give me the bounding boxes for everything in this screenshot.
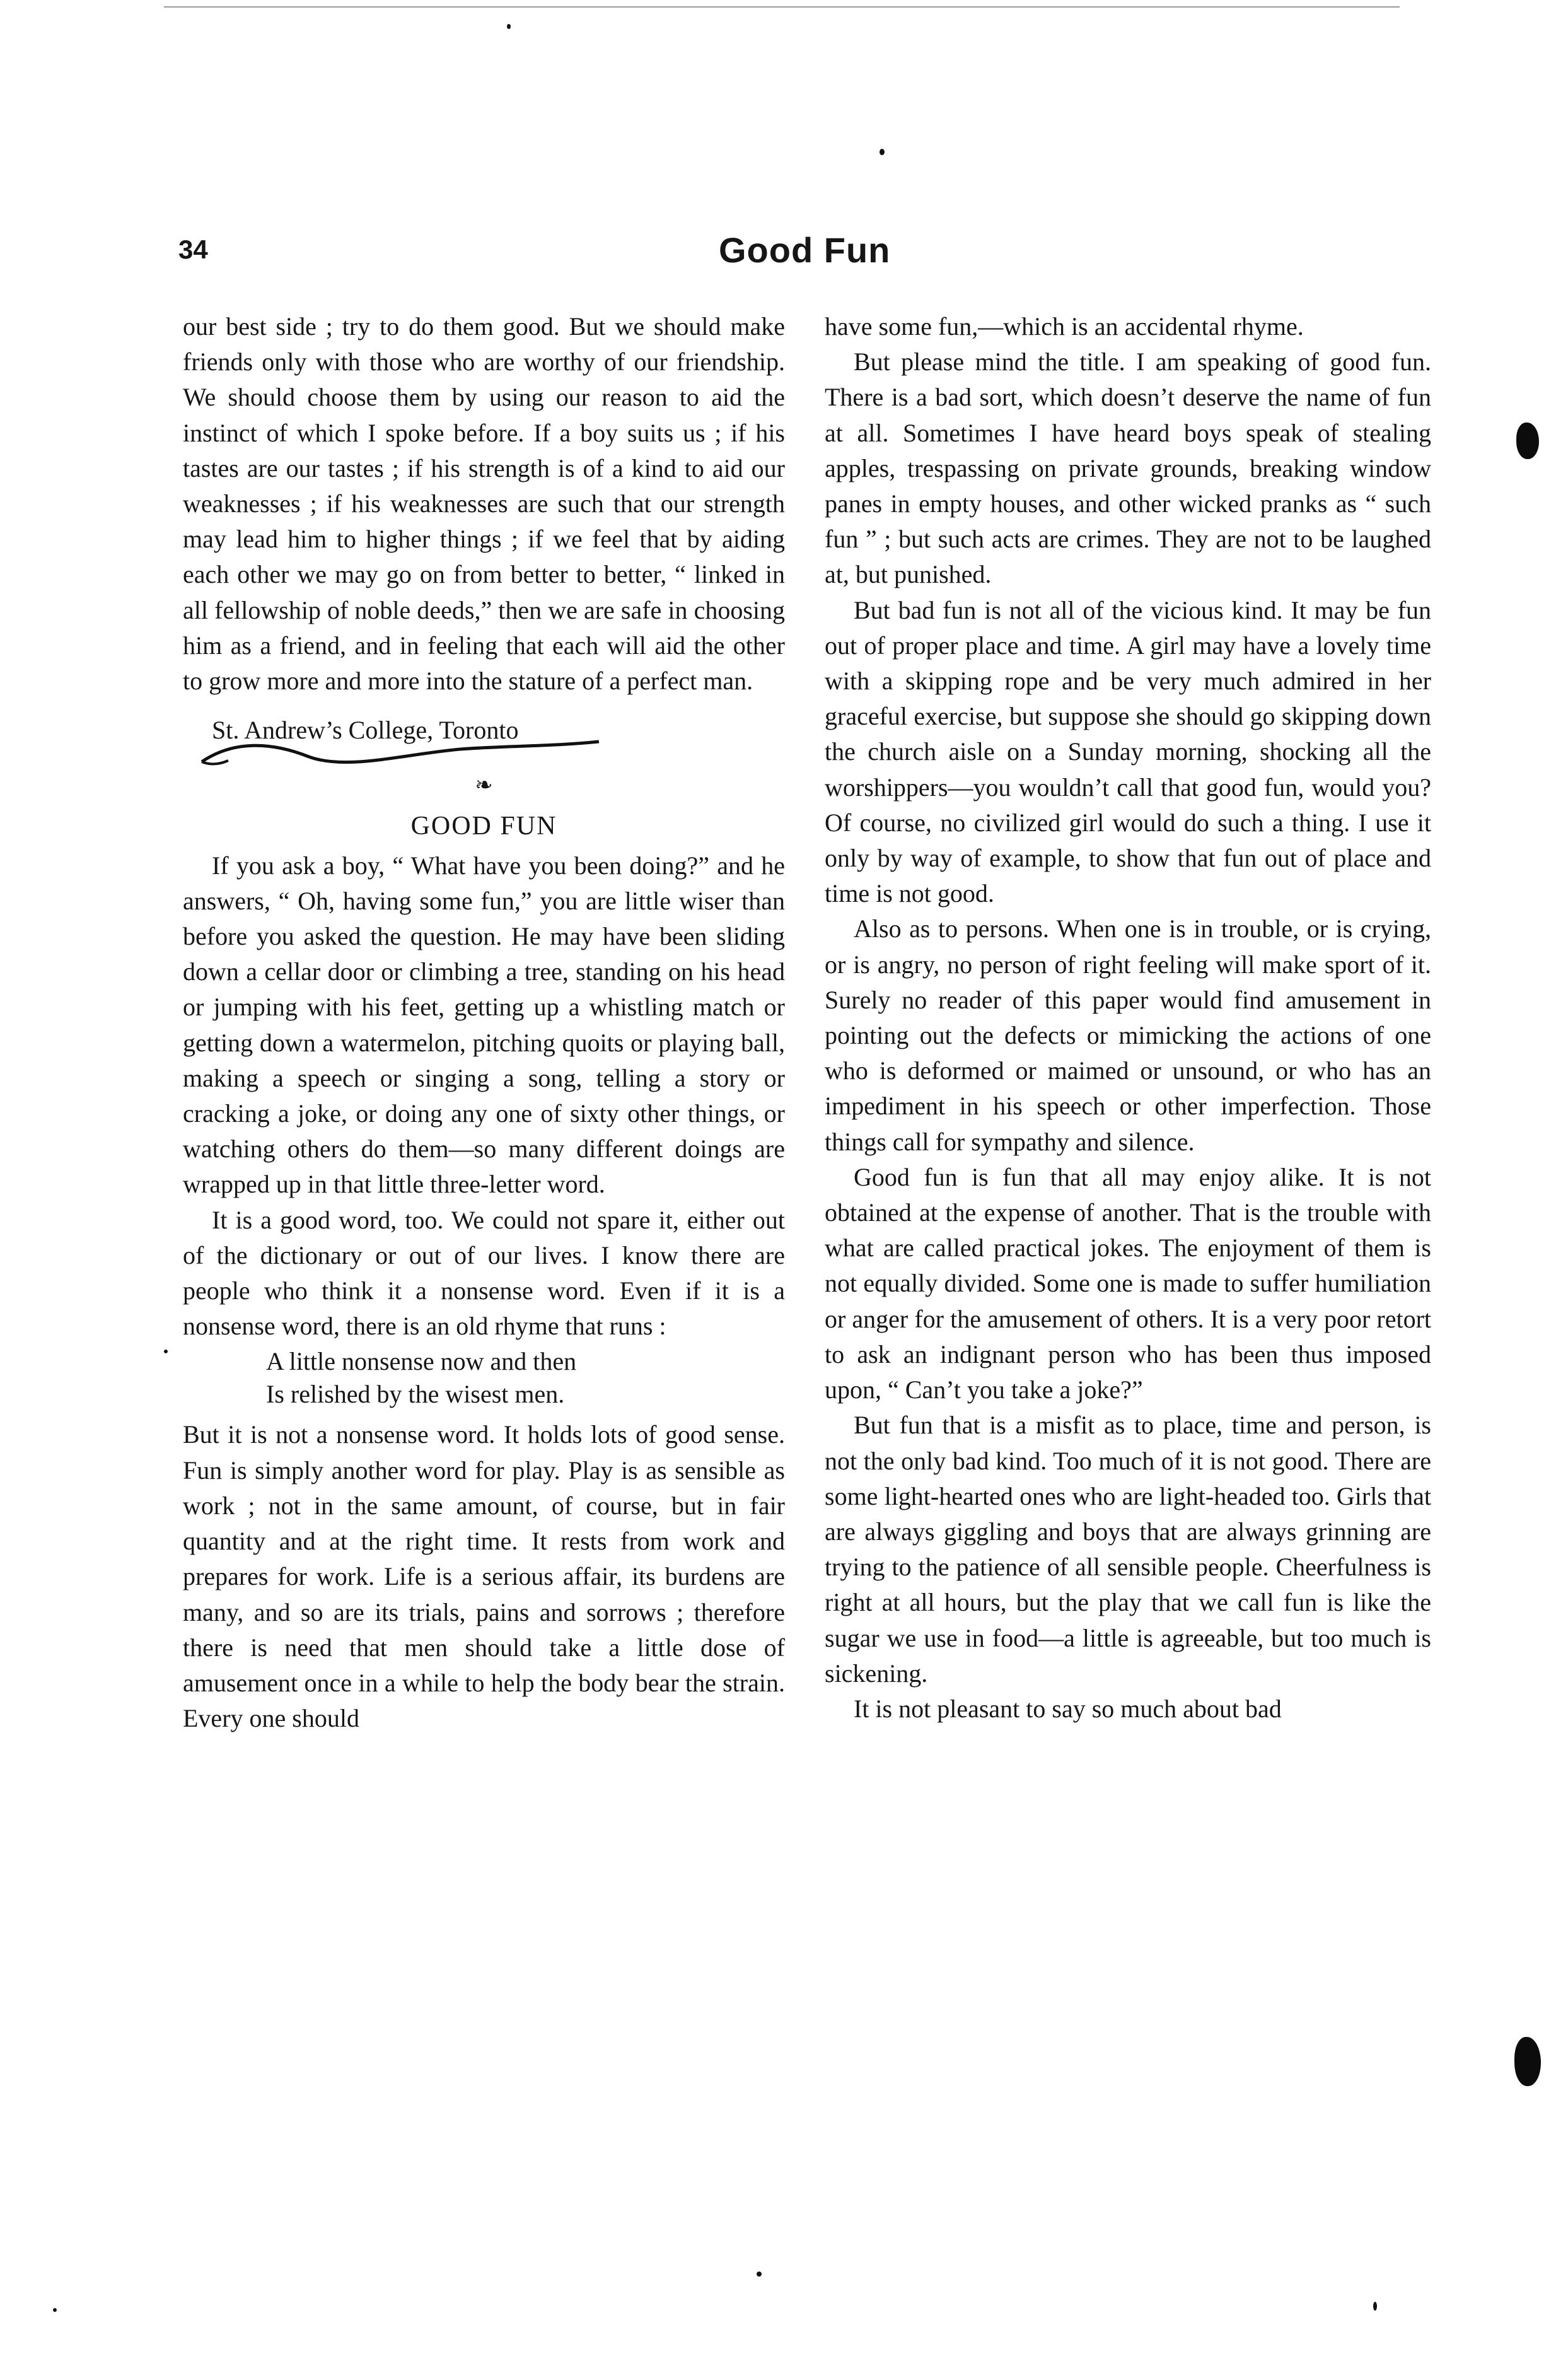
paragraph: But bad fun is not all of the vicious kind. It may be fun out of proper place and time. A girl may have a lovely time with a skipping rope and be very much admired in her graceful exercise, but suppose she should go skipping down the church aisle on a Sunday morning, shocking all the worshippers—you wouldn’t call that good fun, would you? Of course, no civilized girl would do such a thing. I use it only by way of example, to show that fun out of place and time is not good.	[825, 595, 1431, 908]
verse	[183, 1345, 785, 1411]
paragraph: If you ask a boy, “ What have you been doing?” and he answers, “ Oh, having some fun,” you are little wiser than before you asked the question. He may have been sliding down a cellar door or climbing a tree, standing on his head or jumping with his feet, getting up a whistling match or getting down a watermelon, pitching quoits or playing ball, making a speech or singing a song, telling a story or cracking a joke, or doing any one of sixty other things, or watching others do them—so many different doings are wrapped up in that little three-letter word.	[183, 851, 785, 1199]
paragraph: our best side ; try to do them good. But we should make friends only with those who are worthy of our friendship. We should choose them by using our reason to aid the instinct of which I spoke before. If a boy suits us ; if his tastes are our tastes ; if his strength is of a kind to aid our weaknesses ; if his weaknesses are such that our strength may lead him to higher things ; if we feel that by aiding each other we may go on from better to better, “ linked in all fellowship of noble deeds,” then we are safe in choosing him as a friend, and in feeling that each will aid the other to grow more and more into the stature of a perfect man.	[183, 312, 785, 696]
signature-block	[183, 713, 785, 757]
ink-speck	[164, 1350, 168, 1353]
right-column	[825, 309, 1431, 1727]
paragraph: have some fun,—which is an accidental rhyme.	[825, 312, 1304, 341]
page-number: 34	[178, 235, 208, 264]
ink-blot	[1514, 2037, 1541, 2086]
ink-speck	[507, 24, 511, 29]
paragraph: But it is not a nonsense word. It holds lots of good sense. Fun is simply another word for play. Play is as sensible as work ; not in the same amount, of course, but in fair quantity and at the right time. It rests from work and prepares for work. Life is a serious affair, its burdens are many, and so are its trials, pains and sorrows ; therefore there is need that men should take a little dose of amusement once in a while to help the body bear the strain. Every one should	[183, 1420, 785, 1733]
signature-text: St. Andrew’s College, Toronto	[212, 716, 519, 745]
paragraph: It is a good word, too. We could not spare it, either out of the dictionary or out of our lives. I know there are people who think it a nonsense word. Even if it is a nonsense word, there is an old rhyme that runs :	[183, 1205, 785, 1341]
verse-line: A little nonsense now and then	[266, 1347, 577, 1376]
ink-speck	[1373, 2302, 1377, 2311]
ink-blot	[1516, 423, 1539, 459]
running-title: Good Fun	[719, 230, 891, 270]
article-heading: GOOD FUN	[410, 812, 557, 841]
ink-speck	[53, 2308, 57, 2312]
paragraph: It is not pleasant to say so much about bad	[854, 1694, 1282, 1723]
ink-speck	[757, 2272, 762, 2277]
ink-speck	[880, 149, 885, 155]
verse-line: Is relished by the wisest men.	[266, 1380, 565, 1409]
paragraph: But please mind the title. I am speaking of good fun. There is a bad sort, which doesn’t deserve the name of fun at all. Sometimes I have heard boys speak of stealing apples, trespassing on private grounds, breaking window panes in empty houses, and other wicked pranks as “ such fun ” ; but such acts are crimes. They are not to be laughed at, but punished.	[825, 347, 1431, 589]
page-top-edge	[164, 6, 1400, 8]
paragraph: Also as to persons. When one is in trouble, or is crying, or is angry, no person of right feeling will make sport of it. Surely no reader of this paper would find amusement in pointing out the defects or mimicking the actions of one who is deformed or maimed or unsound, or who has an impediment in his speech or other imperfection. Those things call for sympathy and silence.	[825, 914, 1431, 1156]
signature-flourish	[195, 735, 637, 773]
ornament: ❧	[475, 774, 493, 798]
paragraph: But fun that is a misfit as to place, time and person, is not the only bad kind. Too much of it is not good. There are some light-hearted ones who are light-headed too. Girls that are always giggling and boys that are always grinning are trying to the patience of all sensible people. Cheerfulness is right at all hours, but the play that we call fun is like the sugar we use in food—a little is agreeable, but too much is sickening.	[825, 1411, 1431, 1688]
paragraph: Good fun is fun that all may enjoy alike. It is not obtained at the expense of another. That is the trouble with what are called practical jokes. The enjoyment of them is not equally divided. Some one is made to suffer humiliation or anger for the amusement of others. It is a very poor retort to ask an indignant person who has been thus imposed upon, “ Can’t you take a joke?”	[825, 1162, 1431, 1404]
left-column	[183, 309, 785, 1736]
